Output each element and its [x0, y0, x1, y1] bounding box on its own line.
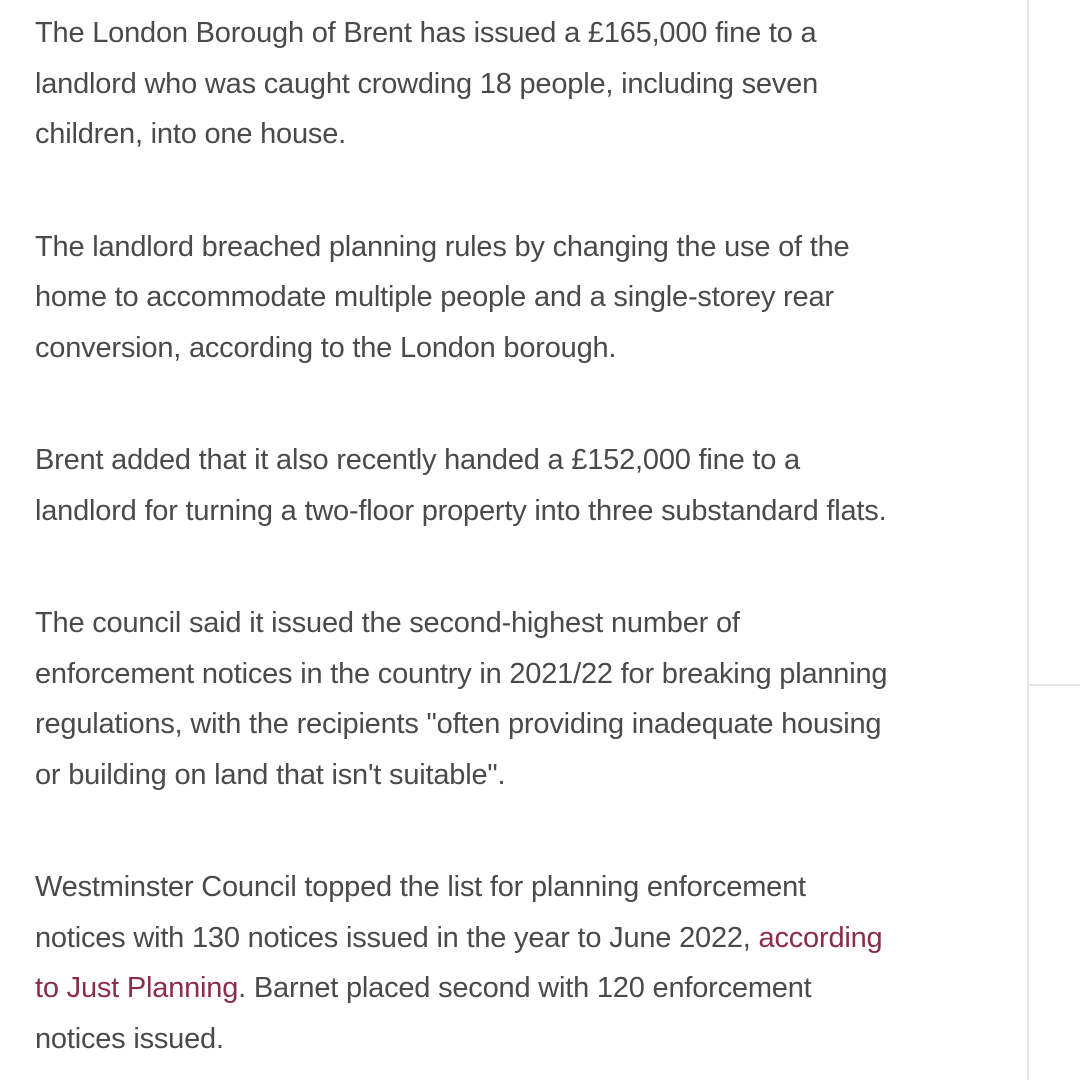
text-line: home to accommodate multiple people and a single-storey rear — [35, 281, 834, 313]
article-body — [35, 8, 1015, 1064]
text-line: Westminster Council topped the list for planning enforcement — [35, 871, 806, 903]
text-line: The London Borough of Brent has issued a £165,000 fine to a — [35, 17, 817, 49]
text-line — [35, 913, 1015, 964]
paragraph-westminster — [35, 862, 1015, 1064]
sidebar-divider-vertical — [1027, 0, 1029, 1080]
text-line: notices issued. — [35, 1022, 224, 1055]
text-line: enforcement notices in the country in 2021/22 for breaking planning — [35, 657, 888, 690]
text-line: or building on land that isn't suitable". — [35, 758, 506, 791]
just-planning-link-continued[interactable]: to Just Planning — [35, 972, 239, 1004]
text-line: Brent added that it also recently handed a £152,000 fine to a — [35, 444, 800, 476]
paragraph-enforcement-notices — [35, 598, 1015, 800]
sidebar-divider-horizontal — [1029, 684, 1080, 686]
paragraph-planning-breach — [35, 222, 1015, 374]
text-line: The council said it issued the second-highest number of — [35, 607, 740, 639]
paragraph-brent-fine — [35, 8, 1015, 160]
text-line: The landlord breached planning rules by changing the use of the — [35, 230, 850, 263]
paragraph-second-fine — [35, 435, 1015, 536]
text-line: children, into one house. — [35, 118, 346, 150]
text-line: landlord for turning a two-floor property into three substandard flats. — [35, 494, 887, 527]
text-segment: notices with 130 notices issued in the year to June 2022, — [35, 921, 759, 954]
text-line: conversion, according to the London borough. — [35, 331, 617, 364]
just-planning-link[interactable]: according — [758, 921, 883, 954]
text-segment: . Barnet placed second with 120 enforcement — [238, 972, 812, 1004]
text-line — [35, 963, 1015, 1014]
text-line: regulations, with the recipients "often providing inadequate housing — [35, 708, 882, 740]
text-line: landlord who was caught crowding 18 people, including seven — [35, 67, 818, 100]
